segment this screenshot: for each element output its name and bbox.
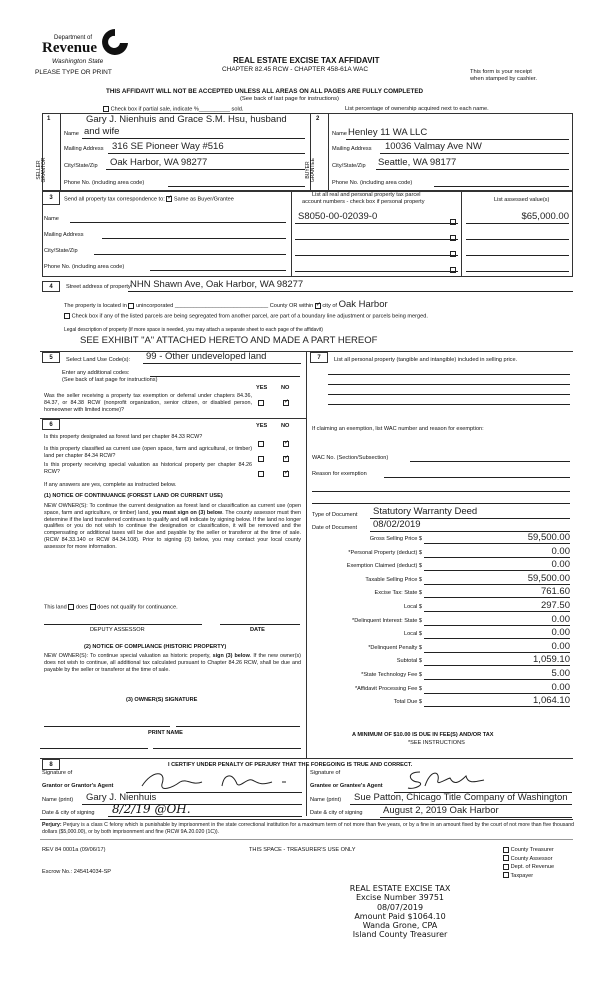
- form-title: REAL ESTATE EXCISE TAX AFFIDAVIT: [233, 56, 380, 65]
- amount-label: Gross Selling Price $: [369, 536, 422, 542]
- document-type[interactable]: Statutory Warranty Deed: [373, 506, 478, 517]
- amount-label: Excise Tax: State $: [374, 590, 422, 597]
- does-not-qualify-checkbox[interactable]: [90, 604, 96, 610]
- amount-label: Exemption Claimed (deduct) $: [346, 563, 422, 570]
- amount-label: Local $: [403, 604, 422, 610]
- seller-side-label: SELLER GRANTOR: [36, 157, 47, 183]
- amount-underline: [424, 557, 570, 558]
- amount-value[interactable]: 297.50: [540, 600, 570, 611]
- amount-label: *Delinquent Penalty $: [368, 644, 422, 651]
- city-checkbox[interactable]: [315, 303, 321, 309]
- parcel-number[interactable]: S8050-00-02039-0: [298, 211, 378, 222]
- amount-value[interactable]: 5.00: [551, 668, 570, 679]
- buyer-side-label: BUYER GRANTEE: [305, 157, 316, 183]
- amount-underline: [424, 679, 570, 680]
- copy-taxpayer[interactable]: Taxpayer: [503, 872, 554, 881]
- amount-value[interactable]: 761.60: [540, 586, 570, 598]
- q5-yes-checkbox[interactable]: [258, 394, 264, 412]
- amount-value[interactable]: 1,059.10: [533, 654, 570, 666]
- grantee-date-city[interactable]: August 2, 2019 Oak Harbor: [383, 805, 499, 816]
- escrow-number: Escrow No.: 245414034-SP: [42, 869, 112, 875]
- amount-label: Taxable Selling Price $: [365, 576, 422, 583]
- amount-label: *Delinquent Interest: State $: [352, 617, 422, 624]
- document-date[interactable]: 08/02/2019: [373, 519, 421, 530]
- buyer-city[interactable]: Seattle, WA 98177: [378, 157, 457, 168]
- dor-swoosh-icon: [100, 27, 130, 57]
- grantor-date-city[interactable]: 8/2/19 @OH.: [112, 802, 191, 816]
- partial-sale-checkbox[interactable]: Check box if partial sale, indicate %__________ sold.: [103, 106, 243, 112]
- amount-label: *Personal Property (deduct) $: [348, 549, 422, 556]
- q5-no-checkbox[interactable]: [283, 394, 289, 412]
- form-revision: REV 84 0001a (09/06/17): [42, 847, 106, 853]
- type-or-print: PLEASE TYPE OR PRINT: [35, 69, 112, 76]
- dor-logo: Department of Revenue Washington State: [40, 33, 140, 73]
- buyer-mailing-address[interactable]: 10036 Valmay Ave NW: [385, 141, 482, 152]
- grantee-signature[interactable]: [400, 766, 490, 792]
- amount-value[interactable]: 0.00: [551, 681, 570, 693]
- assessed-value[interactable]: $65,000.00: [521, 211, 569, 222]
- does-qualify-checkbox[interactable]: [68, 604, 74, 610]
- amount-label: *Affidavit Processing Fee $: [354, 685, 422, 692]
- copy-dept-revenue[interactable]: Dept. of Revenue: [503, 863, 554, 872]
- amount-value[interactable]: 0.00: [551, 613, 570, 625]
- amount-underline: [424, 665, 570, 666]
- land-use-code[interactable]: 99 - Other undeveloped land: [146, 351, 267, 362]
- grantor-print-name[interactable]: Gary J. Nienhuis: [86, 792, 157, 803]
- amount-underline: [424, 652, 570, 653]
- treasurer-stamp: REAL ESTATE EXCISE TAX Excise Number 39751 08/07/2019 Amount Paid $1064.10 Wanda Grone, CPA Island County Treasurer: [349, 884, 451, 940]
- copy-county-treasurer[interactable]: County Treasurer: [503, 846, 554, 855]
- amount-value[interactable]: 1,064.10: [533, 695, 570, 707]
- form-chapter: CHAPTER 82.45 RCW - CHAPTER 458-61A WAC: [222, 66, 369, 73]
- amount-underline: [424, 543, 570, 544]
- amount-label: Subtotal $: [396, 658, 422, 665]
- grantee-print-name[interactable]: Sue Patton, Chicago Title Company of Washington: [354, 792, 568, 803]
- property-street-address[interactable]: NHN Shawn Ave, Oak Harbor, WA 98277: [130, 279, 304, 290]
- grantor-signature[interactable]: [132, 768, 302, 794]
- amount-underline: [424, 584, 570, 585]
- amount-label: Local $: [403, 631, 422, 638]
- q6-3-no-checkbox[interactable]: [283, 465, 289, 483]
- acceptance-warning: THIS AFFIDAVIT WILL NOT BE ACCEPTED UNLESS ALL AREAS ON ALL PAGES ARE FULLY COMPLETED: [106, 88, 424, 95]
- same-as-buyer-checkbox[interactable]: [166, 196, 172, 202]
- amount-underline: [424, 638, 570, 639]
- amount-underline: [424, 597, 570, 598]
- amount-value[interactable]: 0.00: [551, 545, 570, 557]
- q6-3-yes-checkbox[interactable]: [258, 465, 264, 483]
- amount-value[interactable]: 59,500.00: [527, 532, 570, 543]
- amount-value[interactable]: 59,500.00: [527, 572, 570, 584]
- amount-value[interactable]: 0.00: [551, 627, 570, 639]
- seller-name[interactable]: Gary J. Nienhuis and Grace S.M. Hsu, husband: [86, 114, 287, 125]
- legal-description[interactable]: SEE EXHIBIT "A" ATTACHED HERETO AND MADE A PART HEREOF: [80, 335, 378, 346]
- amount-underline: [424, 625, 570, 626]
- amount-label: Total Due $: [393, 699, 422, 706]
- unincorporated-checkbox[interactable]: [128, 303, 134, 309]
- amount-underline: [424, 706, 570, 707]
- seller-city[interactable]: Oak Harbor, WA 98277: [110, 157, 208, 168]
- seller-mailing-address[interactable]: 316 SE Pioneer Way #516: [112, 141, 224, 152]
- copy-county-assessor[interactable]: County Assessor: [503, 855, 554, 864]
- amount-value[interactable]: 0.00: [551, 559, 570, 571]
- amount-value[interactable]: 0.00: [551, 640, 570, 652]
- buyer-name[interactable]: Henley 11 WA LLC: [348, 127, 428, 138]
- amount-underline: [424, 570, 570, 571]
- amount-underline: [424, 693, 570, 694]
- segregation-checkbox[interactable]: [64, 313, 70, 319]
- amount-label: *State Technology Fee $: [361, 672, 422, 678]
- property-city: Oak Harbor: [338, 299, 388, 310]
- personal-property-checkbox[interactable]: [450, 261, 456, 279]
- amount-underline: [424, 611, 570, 612]
